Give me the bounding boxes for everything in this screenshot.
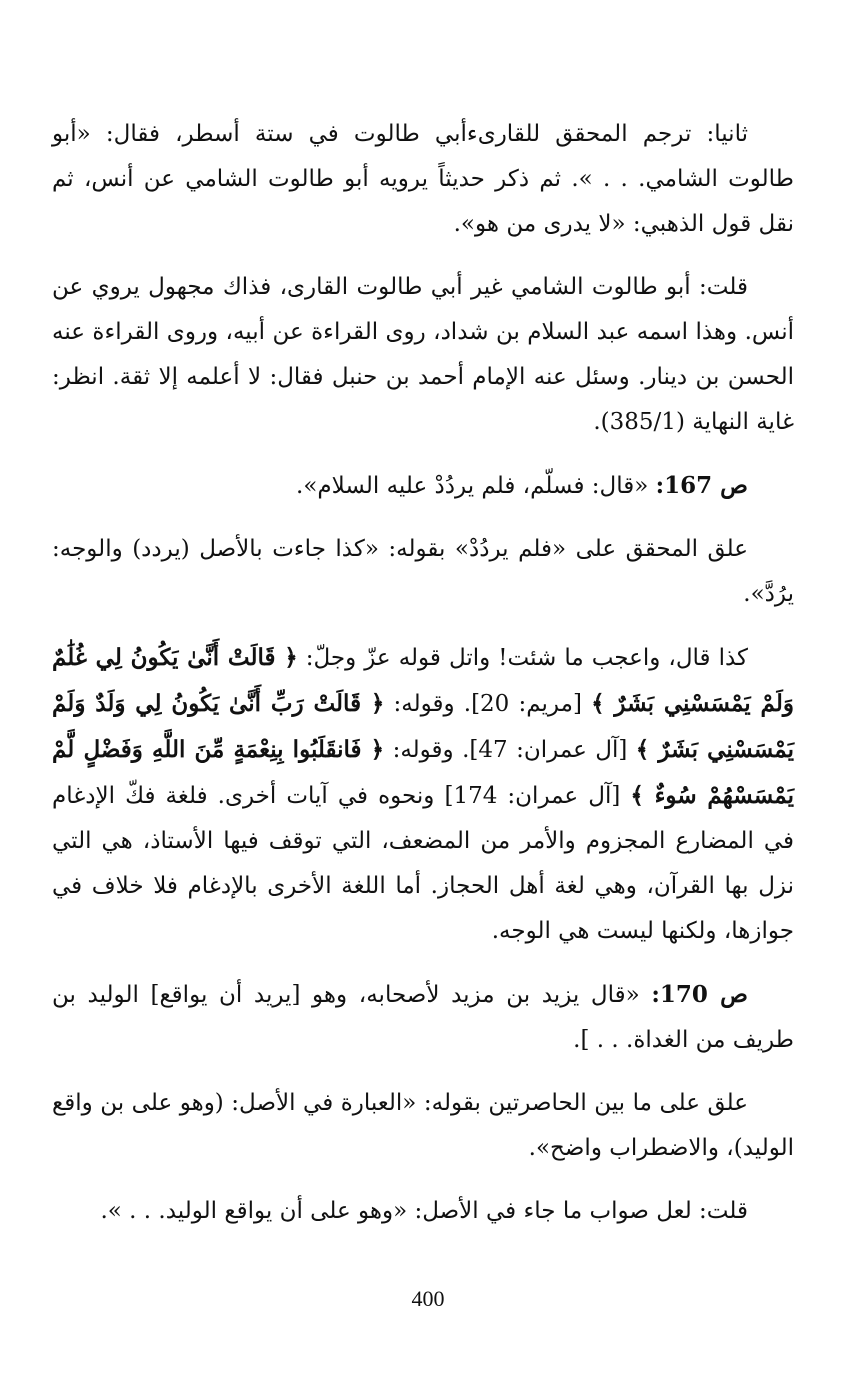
page-number: 400 bbox=[411, 1286, 445, 1311]
entry-170-ref: ص 170: bbox=[651, 981, 748, 1008]
comment-167 bbox=[52, 527, 794, 617]
discussion-text-4: [آل عمران: 174] ونحوه في آيات أخرى. فلغة فكّ الإدغام في المضارع المجزوم والأمر من المضعف، التي توقف فيها الأستاذ، هي التي نزل بها القرآن، وهي لغة أهل الحجاز. أما اللغة الأخرى بالإدغام فلا خلاف في جوازها، ولكنها ليست هي الوجه. bbox=[52, 783, 794, 944]
paragraph-2 bbox=[52, 265, 794, 445]
paragraph-1 bbox=[52, 112, 794, 247]
entry-167-ref: ص 167: bbox=[655, 472, 748, 499]
entry-167-quote: «قال: فسلّم، فلم يردُدْ عليه السلام». bbox=[296, 473, 656, 499]
discussion-text-3: [آل عمران: 47]. وقوله: bbox=[384, 737, 636, 763]
quran-verse-2: ﴿ قَالَتْ رَبِّ أَنَّىٰ يَكُونُ لِي وَلَدٌ وَلَمْ يَمْسَسْنِي بَشَرٌ ﴾ bbox=[52, 690, 794, 763]
comment-170-text: علق على ما بين الحاصرتين بقوله: «العبارة في الأصل: (وهو على بن واقع الوليد)، والاضطراب واضح». bbox=[52, 1090, 794, 1161]
discussion-text-1: كذا قال، واعجب ما شئت! واتل قوله عزّ وجلّ: bbox=[297, 645, 748, 671]
paragraph-1-text: ثانيا: ترجم المحقق للقارىءأبي طالوت في ستة أسطر، فقال: «أبو طالوت الشامي. . . ». ثم ذكر حديثاً يرويه أبو طالوت الشامي عن أنس، ثم نقل قول الذهبي: «لا يدرى من هو». bbox=[52, 121, 794, 237]
final-paragraph-text: قلت: لعل صواب ما جاء في الأصل: «وهو على أن يواقع الوليد. . . ». bbox=[100, 1198, 748, 1224]
entry-167 bbox=[52, 463, 794, 509]
comment-167-text: علق المحقق على «فلم يردُدْ» بقوله: «كذا جاءت بالأصل (يردد) والوجه: يرُدَّ». bbox=[52, 536, 794, 607]
final-paragraph bbox=[52, 1189, 794, 1234]
entry-170 bbox=[52, 972, 794, 1063]
quran-verse-1: ﴿ قَالَتْ أَنَّىٰ يَكُونُ لِي غُلَٰمٌ وَلَمْ يَمْسَسْنِي بَشَرٌ ﴾ bbox=[52, 644, 794, 717]
discussion-text-2: [مريم: 20]. وقوله: bbox=[384, 691, 592, 717]
comment-170 bbox=[52, 1081, 794, 1171]
quran-verse-3: ﴿ فَانقَلَبُوا بِنِعْمَةٍ مِّنَ اللَّهِ وَفَضْلٍ لَّمْ يَمْسَسْهُمْ سُوءٌ ﴾ bbox=[52, 736, 794, 809]
entry-170-quote: «قال يزيد بن مزيد لأصحابه، وهو [يريد أن يواقع] الوليد بن طريف من الغداة. . . ]. bbox=[52, 982, 794, 1053]
paragraph-2-text: قلت: أبو طالوت الشامي غير أبي طالوت القارى، فذاك مجهول يروي عن أنس. وهذا اسمه عبد السلام بن شداد، روى القراءة عن أبيه، وروى القراءة عنه الحسن بن دينار. وسئل عنه الإمام أحمد بن حنبل فقال: لا أعلمه إلا ثقة. انظر: غاية النهاية (385/1). bbox=[52, 274, 794, 435]
discussion-paragraph bbox=[52, 635, 794, 954]
body-text bbox=[52, 112, 794, 1252]
